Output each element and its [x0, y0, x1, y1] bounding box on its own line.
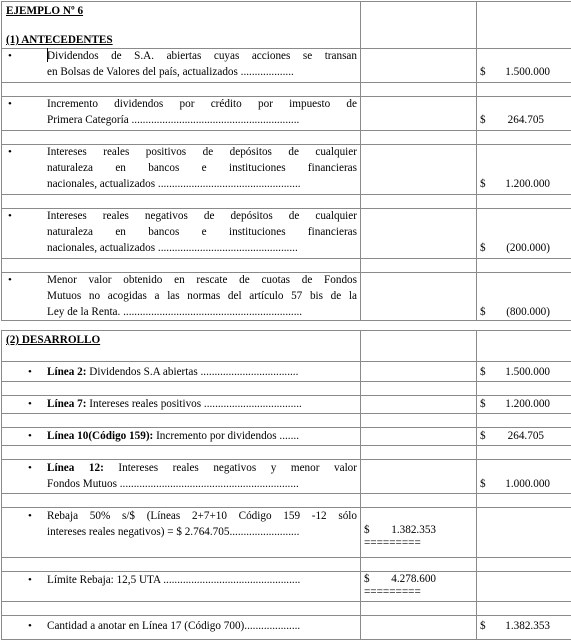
bullet-icon: • [28, 430, 32, 442]
desarrollo-amount: $ 264.705 [480, 430, 544, 442]
bullet-icon: • [28, 510, 32, 522]
document-title: EJEMPLO Nº 6 [6, 5, 84, 17]
desarrollo-description: Límite Rebaja: 12,5 UTA ................................................. [47, 574, 301, 586]
bullet-icon: • [8, 274, 12, 286]
bullet-icon: • [28, 574, 32, 586]
double-underline: ========= [364, 537, 421, 549]
antecedente-amount: $ 1.200.000 [480, 178, 550, 190]
antecedente-amount: $ 1.500.000 [480, 66, 550, 78]
rebaja-amount: $ 1.382.353 ========= [364, 524, 436, 549]
desarrollo-description: Cantidad a anotar en Línea 17 (Código 700).................... [47, 620, 301, 632]
antecedente-amount: $ (200.000) [480, 242, 550, 254]
desarrollo-amount: $ 1.500.000 [480, 366, 550, 378]
desarrollo-description: Línea 10(Código 159): Incremento por dividendos ....... [47, 430, 299, 442]
antecedente-description: Intereses reales negativos de depósitos de cualquier naturaleza en bancos e instituciones financieras nacionales, actualizados .................................................. [47, 210, 357, 254]
desarrollo-amount: $ 1.000.000 [480, 478, 550, 490]
limite-amount: $ 4.278.600 ========= [364, 573, 436, 598]
antecedente-description: Menor valor obtenido en rescate de cuotas de Fondos Mutuos no acogidas a las normas del artículo 57 bis de la Ley de la Renta. ................................................................ [47, 274, 357, 318]
bullet-icon: • [8, 210, 12, 222]
bullet-icon: • [8, 50, 12, 62]
double-underline: ========= [364, 586, 421, 598]
antecedente-amount: $ 264.705 [480, 114, 544, 126]
antecedentes-heading: (1) ANTECEDENTES [6, 34, 113, 46]
desarrollo-amount: $ 1.200.000 [480, 398, 550, 410]
antecedente-amount: $ (800.000) [480, 306, 550, 318]
desarrollo-description: Línea 2: Dividendos S.A abiertas ................................... [47, 366, 299, 378]
bullet-icon: • [8, 146, 12, 158]
desarrollo-amount: $ 1.382.353 [480, 620, 550, 632]
antecedente-description: Incremento dividendos por crédito por impuesto de Primera Categoría ............................................................ [47, 98, 357, 126]
antecedente-description: Dividendos de S.A. abiertas cuyas acciones se transan en Bolsas de Valores del país, actualizados ................... [47, 50, 357, 78]
antecedente-description: Intereses reales positivos de depósitos de cualquier naturaleza en bancos e instituciones financieras nacionales, actualizados ................................................... [47, 146, 357, 190]
desarrollo-description: Rebaja 50% s/$ (Líneas 2+7+10 Código 159 -12 sólo intereses reales negativos) = $ 2.764.705......................... [47, 510, 357, 538]
bullet-icon: • [28, 620, 32, 632]
bullet-icon: • [28, 366, 32, 378]
desarrollo-description: Línea 12: Intereses reales negativos y menor valor Fondos Mutuos ................................................................ [47, 462, 357, 490]
bullet-icon: • [28, 462, 32, 474]
desarrollo-description: Línea 7: Intereses reales positivos ................................... [47, 398, 302, 410]
bullet-icon: • [8, 98, 12, 110]
bullet-icon: • [28, 398, 32, 410]
desarrollo-heading: (2) DESARROLLO [6, 334, 101, 346]
